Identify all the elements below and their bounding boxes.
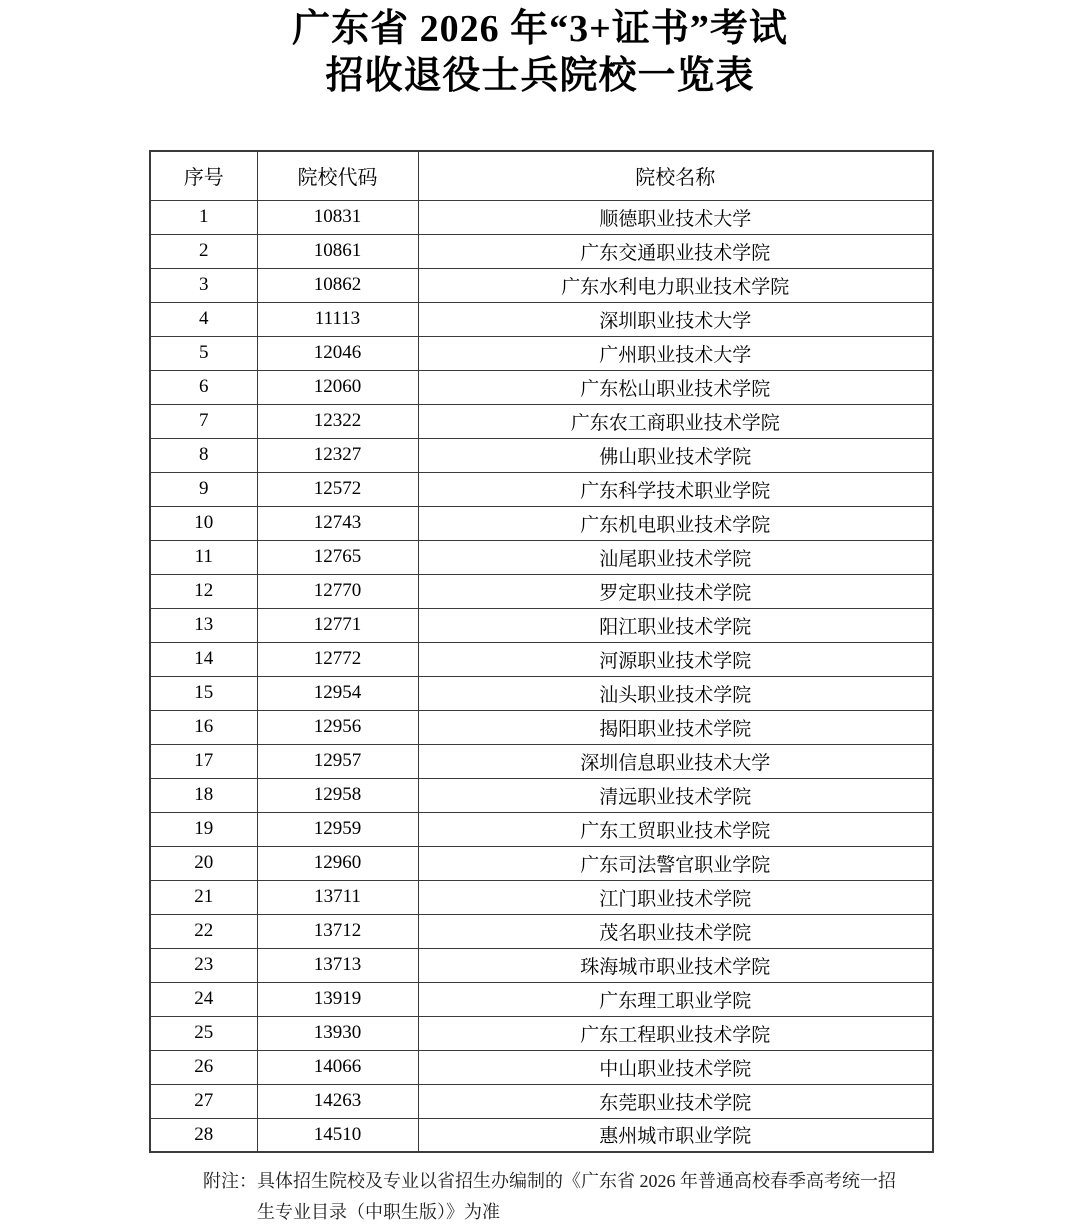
college-name-cell: 广东科学技术职业学院 — [418, 472, 933, 506]
table-row — [150, 336, 933, 370]
college-name-cell: 东莞职业技术学院 — [418, 1084, 933, 1118]
table-row — [150, 438, 933, 472]
row-number-cell: 21 — [150, 880, 257, 914]
college-code-cell: 12765 — [257, 540, 418, 574]
college-table — [149, 150, 934, 1153]
table-header — [150, 151, 933, 200]
college-code-cell: 12770 — [257, 574, 418, 608]
college-code-cell: 13930 — [257, 1016, 418, 1050]
college-code-cell: 13712 — [257, 914, 418, 948]
college-name-cell: 广州职业技术大学 — [418, 336, 933, 370]
college-code-cell: 12772 — [257, 642, 418, 676]
table-row — [150, 268, 933, 302]
college-code-cell: 10831 — [257, 200, 418, 234]
table-row — [150, 1084, 933, 1118]
college-name-cell: 广东工贸职业技术学院 — [418, 812, 933, 846]
table-row — [150, 370, 933, 404]
table-row — [150, 1118, 933, 1152]
college-name-cell: 广东机电职业技术学院 — [418, 506, 933, 540]
row-number-cell: 4 — [150, 302, 257, 336]
college-code-cell: 12957 — [257, 744, 418, 778]
table-row — [150, 472, 933, 506]
table-row — [150, 234, 933, 268]
college-name-cell: 中山职业技术学院 — [418, 1050, 933, 1084]
college-name-cell: 汕尾职业技术学院 — [418, 540, 933, 574]
row-number-cell: 12 — [150, 574, 257, 608]
table-row — [150, 846, 933, 880]
college-name-cell: 清远职业技术学院 — [418, 778, 933, 812]
header-college-code: 院校代码 — [257, 151, 418, 200]
table-row — [150, 982, 933, 1016]
row-number-cell: 19 — [150, 812, 257, 846]
college-code-cell: 12060 — [257, 370, 418, 404]
college-name-cell: 广东农工商职业技术学院 — [418, 404, 933, 438]
table-row — [150, 744, 933, 778]
table-row — [150, 1050, 933, 1084]
row-number-cell: 24 — [150, 982, 257, 1016]
title-line-2: 招收退役士兵院校一览表 — [325, 55, 755, 97]
college-name-cell: 广东理工职业学院 — [418, 982, 933, 1016]
college-name-cell: 顺德职业技术大学 — [418, 200, 933, 234]
college-code-cell: 13713 — [257, 948, 418, 982]
table-body — [150, 200, 933, 1152]
row-number-cell: 25 — [150, 1016, 257, 1050]
college-name-cell: 惠州城市职业学院 — [418, 1118, 933, 1152]
row-number-cell: 2 — [150, 234, 257, 268]
table-row — [150, 302, 933, 336]
table-row — [150, 676, 933, 710]
college-name-cell: 罗定职业技术学院 — [418, 574, 933, 608]
table-row — [150, 200, 933, 234]
header-row-number: 序号 — [150, 151, 257, 200]
college-name-cell: 广东松山职业技术学院 — [418, 370, 933, 404]
college-code-cell: 14263 — [257, 1084, 418, 1118]
college-name-cell: 江门职业技术学院 — [418, 880, 933, 914]
row-number-cell: 1 — [150, 200, 257, 234]
footnote — [203, 1166, 923, 1228]
table-row — [150, 404, 933, 438]
college-code-cell: 13919 — [257, 982, 418, 1016]
table-row — [150, 608, 933, 642]
college-code-cell: 10862 — [257, 268, 418, 302]
college-name-cell: 茂名职业技术学院 — [418, 914, 933, 948]
row-number-cell: 14 — [150, 642, 257, 676]
row-number-cell: 6 — [150, 370, 257, 404]
row-number-cell: 5 — [150, 336, 257, 370]
table-row — [150, 948, 933, 982]
title-line-1: 广东省 2026 年“3+证书”考试 — [292, 8, 788, 50]
footnote-label: 附注： — [203, 1171, 257, 1191]
row-number-cell: 10 — [150, 506, 257, 540]
college-name-cell: 深圳职业技术大学 — [418, 302, 933, 336]
college-code-cell: 12743 — [257, 506, 418, 540]
college-code-cell: 12959 — [257, 812, 418, 846]
table-row — [150, 778, 933, 812]
row-number-cell: 15 — [150, 676, 257, 710]
table-row — [150, 914, 933, 948]
page-title — [0, 0, 1080, 100]
table-row — [150, 710, 933, 744]
footnote-text: 具体招生院校及专业以省招生办编制的《广东省 2026 年普通高校春季高考统一招生专业目录（中职生版）》为准 — [257, 1171, 896, 1222]
row-number-cell: 20 — [150, 846, 257, 880]
row-number-cell: 3 — [150, 268, 257, 302]
row-number-cell: 11 — [150, 540, 257, 574]
table-row — [150, 540, 933, 574]
row-number-cell: 9 — [150, 472, 257, 506]
header-college-name: 院校名称 — [418, 151, 933, 200]
table-header-row — [150, 151, 933, 200]
college-code-cell: 10861 — [257, 234, 418, 268]
college-name-cell: 阳江职业技术学院 — [418, 608, 933, 642]
college-code-cell: 14066 — [257, 1050, 418, 1084]
row-number-cell: 22 — [150, 914, 257, 948]
college-code-cell: 12771 — [257, 608, 418, 642]
college-code-cell: 14510 — [257, 1118, 418, 1152]
college-code-cell: 12960 — [257, 846, 418, 880]
college-code-cell: 12956 — [257, 710, 418, 744]
row-number-cell: 23 — [150, 948, 257, 982]
table-row — [150, 1016, 933, 1050]
college-name-cell: 广东交通职业技术学院 — [418, 234, 933, 268]
college-name-cell: 深圳信息职业技术大学 — [418, 744, 933, 778]
row-number-cell: 13 — [150, 608, 257, 642]
table-row — [150, 812, 933, 846]
row-number-cell: 17 — [150, 744, 257, 778]
row-number-cell: 7 — [150, 404, 257, 438]
college-name-cell: 揭阳职业技术学院 — [418, 710, 933, 744]
college-name-cell: 广东司法警官职业学院 — [418, 846, 933, 880]
row-number-cell: 16 — [150, 710, 257, 744]
row-number-cell: 28 — [150, 1118, 257, 1152]
college-name-cell: 佛山职业技术学院 — [418, 438, 933, 472]
table-row — [150, 880, 933, 914]
row-number-cell: 8 — [150, 438, 257, 472]
college-name-cell: 汕头职业技术学院 — [418, 676, 933, 710]
college-name-cell: 珠海城市职业技术学院 — [418, 948, 933, 982]
college-name-cell: 河源职业技术学院 — [418, 642, 933, 676]
row-number-cell: 27 — [150, 1084, 257, 1118]
college-code-cell: 12046 — [257, 336, 418, 370]
college-name-cell: 广东水利电力职业技术学院 — [418, 268, 933, 302]
college-code-cell: 12572 — [257, 472, 418, 506]
college-code-cell: 12954 — [257, 676, 418, 710]
college-name-cell: 广东工程职业技术学院 — [418, 1016, 933, 1050]
table-row — [150, 574, 933, 608]
college-code-cell: 12958 — [257, 778, 418, 812]
row-number-cell: 18 — [150, 778, 257, 812]
table-row — [150, 506, 933, 540]
college-code-cell: 11113 — [257, 302, 418, 336]
college-code-cell: 13711 — [257, 880, 418, 914]
college-code-cell: 12327 — [257, 438, 418, 472]
college-code-cell: 12322 — [257, 404, 418, 438]
row-number-cell: 26 — [150, 1050, 257, 1084]
table-row — [150, 642, 933, 676]
